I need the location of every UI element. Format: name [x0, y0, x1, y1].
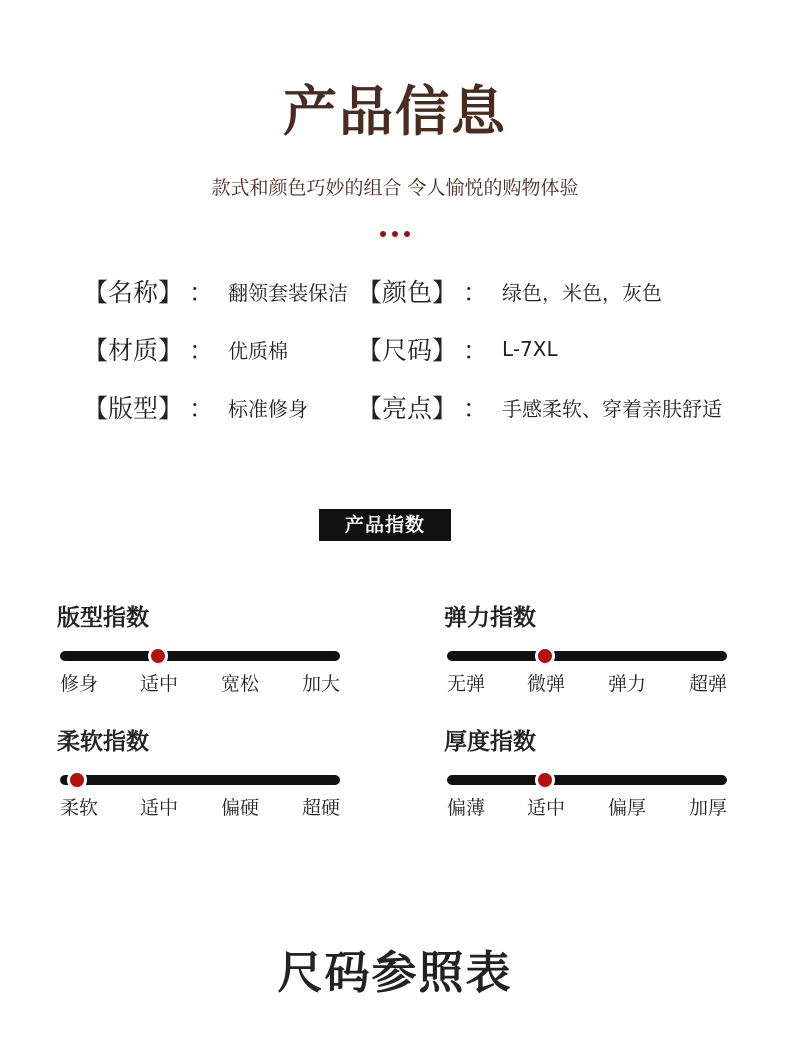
info-colon: ： — [463, 394, 489, 423]
info-colon: ： — [189, 394, 215, 423]
info-value: 翻领套装保洁 — [228, 280, 349, 305]
gauge-indicator — [535, 770, 555, 790]
dot-2 — [392, 231, 398, 237]
info-value: L-7XL — [502, 337, 558, 361]
gauge-indicator — [67, 770, 87, 790]
gauge-thickness — [444, 727, 734, 819]
dot-1 — [380, 231, 386, 237]
info-colon: ： — [189, 278, 215, 307]
info-value: 优质棉 — [228, 338, 289, 363]
gauge-label: 加大 — [302, 673, 341, 695]
info-key: 【亮点】 — [357, 394, 458, 423]
info-row-size — [357, 331, 558, 367]
gauge-elasticity — [444, 603, 734, 695]
info-row-highlight — [357, 389, 722, 425]
info-value: 绿色，米色，灰色 — [502, 280, 663, 305]
info-key: 【颜色】 — [357, 278, 458, 307]
info-key: 【尺码】 — [357, 336, 458, 365]
info-key: 【材质】 — [83, 336, 184, 365]
gauge-scale — [57, 669, 347, 695]
gauge-label: 柔软 — [60, 797, 99, 819]
gauge-scale — [444, 793, 734, 819]
gauge-label: 适中 — [527, 797, 566, 819]
gauge-label: 偏薄 — [447, 797, 486, 819]
info-colon: ： — [189, 336, 215, 365]
gauge-label: 超弹 — [689, 673, 728, 695]
info-key: 【名称】 — [83, 278, 184, 307]
gauge-scale — [57, 793, 347, 819]
page-title: 产品信息 — [283, 80, 507, 143]
gauge-label: 超硬 — [302, 797, 341, 819]
info-value: 手感柔软、穿着亲肤舒适 — [502, 396, 723, 421]
gauge-title: 厚度指数 — [444, 729, 536, 755]
gauge-label: 无弹 — [447, 673, 486, 695]
gauge-title: 版型指数 — [57, 605, 149, 631]
gauge-label: 微弹 — [527, 673, 566, 695]
gauge-label: 适中 — [140, 673, 179, 695]
info-row-color — [357, 273, 662, 309]
gauge-label: 加厚 — [689, 797, 728, 819]
gauge-track — [60, 775, 340, 785]
gauge-label: 适中 — [140, 797, 179, 819]
divider-dots — [380, 231, 410, 237]
info-row-material — [83, 331, 288, 367]
gauge-fit — [57, 603, 347, 695]
gauge-track — [447, 775, 727, 785]
dot-3 — [404, 231, 410, 237]
gauge-label: 偏厚 — [608, 797, 647, 819]
info-row-name — [83, 273, 348, 309]
gauge-scale — [444, 669, 734, 695]
gauge-indicator — [535, 646, 555, 666]
gauge-label: 弹力 — [608, 673, 647, 695]
page-subtitle: 款式和颜色巧妙的组合 令人愉悦的购物体验 — [211, 177, 579, 199]
gauge-label: 宽松 — [221, 673, 260, 695]
gauge-softness — [57, 727, 347, 819]
info-colon: ： — [463, 336, 489, 365]
gauge-title: 柔软指数 — [57, 729, 149, 755]
gauge-label: 修身 — [60, 673, 99, 695]
gauge-indicator — [148, 646, 168, 666]
gauge-track — [447, 651, 727, 661]
gauge-label: 偏硬 — [221, 797, 260, 819]
gauge-track — [60, 651, 340, 661]
info-row-fit — [83, 389, 308, 425]
size-chart-title: 尺码参照表 — [277, 946, 513, 999]
product-index-badge: 产品指数 — [319, 509, 451, 541]
info-value: 标准修身 — [228, 396, 309, 421]
info-colon: ： — [463, 278, 489, 307]
info-key: 【版型】 — [83, 394, 184, 423]
gauge-title: 弹力指数 — [444, 605, 536, 631]
